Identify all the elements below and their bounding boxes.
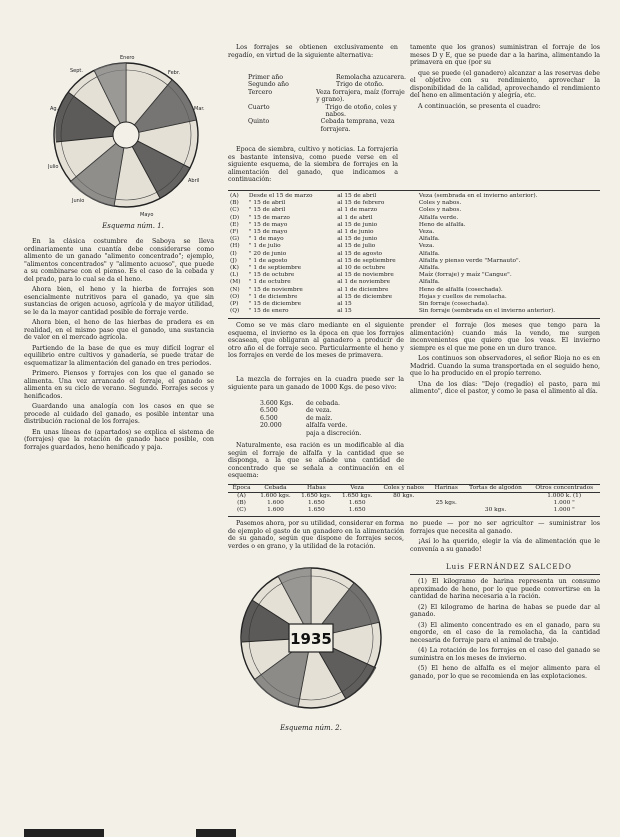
calendar-row	[228, 229, 600, 236]
notes-rule	[410, 574, 600, 575]
ration-row	[260, 407, 400, 414]
left-column	[24, 238, 214, 798]
table-header-cell: Cebada	[264, 485, 287, 491]
calendar-cell-to: al 15	[337, 301, 352, 308]
calendar-cell-crop: Alfalfa.	[418, 265, 440, 272]
calendar-cell-from: " 15 de enero	[248, 308, 289, 315]
calendar-row	[228, 265, 600, 272]
author-signature: Luis FERNÁNDEZ SALCEDO	[446, 563, 572, 571]
ration-qty: 3.600 Kgs.	[260, 400, 294, 407]
right-mid-column	[410, 322, 600, 480]
table-cell: 80 kgs.	[393, 493, 415, 499]
rotation-row	[248, 81, 408, 88]
calendar-cell-crop: Maíz (forraje) y maíz "Cangue".	[418, 272, 512, 279]
mid-para-2-text: Época de siembra, cultivo y noticias. La forrajería es bastante intensiva, como puede verse en el siguiente esquema, de la siembra de forrajes en la alimentación del ganado, que indicamos a continuación:	[228, 146, 398, 183]
table-header-cell: Coles y nabos	[383, 485, 424, 491]
calendar-cell-k: (Q)	[230, 308, 240, 315]
right-mid-para-1: prender el forraje (los meses que tengo para la alimentación) cuando más la vendo, me surgen inconvenientes que quiero que los veas. El invierno siempre es el que me pone en un duro trance.	[410, 322, 600, 352]
figure-2-year: 1935	[290, 630, 332, 648]
table-cell: 1.650 kgs.	[341, 493, 373, 499]
calendar-cell-k: (C)	[230, 207, 239, 214]
calendar-cell-k: (I)	[230, 250, 237, 257]
svg-text:Ag.: Ag.	[50, 106, 59, 112]
rotation-crop: Veza forrajera, maíz (forraje y grano).	[316, 88, 405, 104]
table-cell: 1.000 k. (1)	[547, 493, 582, 499]
right-top-column	[410, 44, 600, 168]
calendar-cell-crop: Heno de alfalfa (cosechada).	[418, 286, 503, 293]
calendar-cell-crop: Coles y nabos.	[418, 200, 462, 207]
calendar-row	[228, 294, 600, 301]
calendar-cell-to: al 15 de diciembre	[337, 293, 393, 300]
rotation-label: Tercero	[248, 88, 273, 96]
calendar-cell-k: (O)	[230, 293, 240, 300]
ration-row	[260, 415, 400, 422]
left-paragraph-2: Ahora bien, el heno y la hierba de forrajes son esencialmente nutritivos para el ganado, ya que sin sustancias de origen acuoso, agrícola y de mayor utilidad, se le da la mayor cantidad posible de forraje verde.	[24, 286, 214, 316]
concentrates-table	[228, 484, 600, 514]
svg-text:Abril: Abril	[188, 178, 200, 184]
table-header-cell: Harinas	[434, 485, 458, 491]
table-cell	[430, 493, 463, 501]
mid-para-4	[228, 376, 404, 398]
table-cell: 1.600	[267, 507, 284, 513]
calendar-cell-to: al 15 de agosto	[337, 250, 383, 257]
calendar-cell-to: al 15 de septiembre	[337, 257, 396, 264]
forage-calendar-table	[228, 193, 600, 315]
table-row	[228, 507, 600, 514]
calendar-cell-from: " 15 de abril	[248, 200, 286, 207]
table-header-cell: Habas	[307, 485, 326, 491]
footnotes	[410, 578, 600, 788]
table-header-cell: Veza	[350, 485, 365, 491]
ration-item: de veza.	[306, 407, 332, 415]
ration-item: de maíz.	[306, 414, 333, 422]
calendar-cell-k: (M)	[230, 279, 241, 286]
rotation-label: Segundo año	[248, 81, 289, 89]
calendar-cell-k: (E)	[230, 221, 239, 228]
right-top-para-3: A continuación, se presenta el cuadro:	[418, 102, 541, 110]
right-mid-para-2: Los continuos son observadores, el señor Rioja no es en Madrid. Cuando la suma transportada en el seguido heno, que lo ha producido en el propio terreno.	[410, 355, 600, 377]
table-cell	[463, 500, 529, 507]
footnote: (1) El kilogramo de harina representa un consumo aproximado de heno, por lo que puede convertirse en la cantidad de harina necesaria a la ración.	[410, 578, 600, 600]
table-cell	[378, 507, 430, 514]
ration-qty: 20.000	[260, 422, 282, 430]
calendar-cell-from: " 15 de abril	[248, 207, 286, 214]
calendar-row	[228, 279, 600, 286]
calendar-row	[228, 308, 600, 315]
calendar-cell-from: " 1 de julio	[248, 243, 281, 250]
table-cell	[378, 500, 430, 507]
calendar-cell-from: " 15 de marzo	[248, 214, 290, 221]
table-cell: 1.650 kgs.	[301, 493, 332, 499]
svg-text:Mayo: Mayo	[140, 212, 154, 218]
calendar-cell-to: al 10 de octubre	[337, 265, 386, 272]
table-header-cell: Otros concentrados	[535, 485, 594, 491]
table-cell: 1.600	[267, 500, 284, 506]
calendar-cell-k: (G)	[230, 236, 240, 243]
svg-text:Julio: Julio	[48, 164, 59, 170]
calendar-cell-crop: Alfalfa.	[418, 236, 440, 243]
calendar-cell-crop: Sin forraje (cosechada).	[418, 301, 490, 308]
ration-qty: 6.500	[260, 414, 278, 422]
calendar-row	[228, 222, 600, 229]
calendar-bottom-rule	[228, 318, 600, 319]
table-cell: 1.600 kgs.	[260, 493, 291, 499]
rotation-row	[248, 89, 408, 104]
calendar-cell-to: al 1 de junio	[337, 229, 374, 236]
footnote: (3) El alimento concentrado es en el ganado, para su engorde, en el caso de la remolacha, da la cantidad necesaria de forraje para el animal de trabajo.	[410, 621, 600, 644]
calendar-row	[228, 207, 600, 214]
calendar-row	[228, 251, 600, 258]
figure-2-caption: Esquema núm. 2.	[280, 724, 342, 732]
footnote: (2) El kilogramo de harina de habas se puede dar al ganado.	[410, 603, 600, 618]
calendar-cell-from: " 15 de noviembre	[248, 286, 303, 293]
calendar-row	[228, 236, 600, 243]
ration-qty	[260, 430, 306, 437]
ration-row	[260, 422, 400, 429]
table-row	[228, 500, 600, 507]
svg-text:Junio: Junio	[72, 198, 85, 204]
calendar-cell-k: (J)	[230, 257, 237, 264]
calendar-cell-from: " 1 de agosto	[248, 257, 288, 264]
calendar-cell-crop: Veza.	[418, 243, 435, 250]
calendar-cell-k: (L)	[230, 272, 239, 279]
table-cell	[463, 493, 529, 501]
calendar-cell-k: (B)	[230, 200, 239, 207]
mid-para-4-text: La mezcla de forrajes en la cuadra puede ser la siguiente para un ganado de 1000 Kgs. de peso vivo:	[228, 376, 404, 391]
calendar-row	[228, 287, 600, 294]
mid-para-3-text: Como se ve más claro mediante en el siguiente esquema, el invierno es la época en que los forrajes escasean, que obligaran al ganadero a producir de otro año el de forraje seco. Particularmente el heno y los forrajes en verde de los meses de primavera.	[228, 322, 404, 359]
calendar-cell-to: al 15 de junio	[337, 236, 378, 243]
svg-text:Sept.: Sept.	[70, 68, 83, 74]
svg-text:Febr.: Febr.	[168, 70, 181, 76]
calendar-cell-from: " 1 de diciembre	[248, 293, 298, 300]
right-top-para-1: tamente que los granos) suministran el forraje de los meses D y E, que se puede dar a la harina, alimentando la primavera en que (por su	[410, 44, 600, 66]
calendar-cell-from: " 1 de mayo	[248, 236, 284, 243]
rotation-crop: Remolacha azucarera.	[336, 74, 407, 81]
bottom-right-para-1: no puede — por no ser agricultor — suministrar los forrajes que necesita al ganado.	[410, 520, 600, 535]
calendar-cell-k: (D)	[230, 214, 240, 221]
rotation-crop: Trigo de otoño, coles y nabos.	[325, 103, 397, 119]
table-cell: 1.650	[348, 500, 366, 506]
calendar-cell-from: " 15 de diciembre	[248, 301, 302, 308]
ration-qty: 6.500	[260, 407, 278, 415]
calendar-cell-from: " 1 de octubre	[248, 279, 291, 286]
calendar-cell-to: al 15	[337, 308, 352, 315]
rotation-row	[248, 104, 408, 119]
table-row-key: (C)	[237, 507, 246, 513]
calendar-cell-to: al 1 de marzo	[337, 207, 378, 214]
calendar-row	[228, 200, 600, 207]
svg-text:Enero: Enero	[120, 55, 135, 61]
rotation-crop: Trigo de otoño.	[336, 81, 384, 89]
calendar-cell-k: (H)	[230, 243, 240, 250]
concentrates-table-header	[228, 485, 600, 493]
table-row-key: (A)	[237, 493, 246, 499]
rotation-list	[248, 74, 408, 133]
table-cell: 25 kgs.	[435, 500, 457, 506]
calendar-cell-crop: Sin forraje (sembrada en el invierno anterior).	[418, 308, 556, 315]
left-paragraph-5: Primero. Piensos y forrajes con los que el ganado se alimenta. Una vez arrancado el forraje, el ganado se alimenta en su ciclo de verano. Segundo. Forrajes secos y henificados.	[24, 370, 214, 400]
calendar-cell-to: al 1 de abril	[337, 214, 373, 221]
footnote: (4) La rotación de los forrajes en el caso del ganado se suministra en los meses de invierno.	[410, 647, 600, 662]
left-paragraph-7: En unas líneas de (apartados) se explica el sistema de (forrajes) que la rotación de ganado hace posible, con forrajes guardados, heno henificado y paja.	[24, 428, 214, 451]
calendar-cell-crop: Hojas y cuellos de remolacha.	[418, 293, 507, 300]
calendar-cell-to: al 15 de abril	[337, 193, 377, 199]
calendar-cell-crop: Alfalfa y pienso verde "Marnauto".	[418, 257, 521, 264]
calendar-cell-k: (N)	[230, 286, 240, 293]
calendar-cell-to: al 15 de febrero	[337, 200, 385, 207]
table-cell: 1.650	[348, 507, 366, 513]
calendar-cell-to: al 1 de noviembre	[337, 279, 391, 286]
figure-1-caption: Esquema núm. 1.	[102, 222, 164, 230]
ration-item: de cebada.	[306, 400, 340, 407]
footnote: (5) El heno de alfalfa es el mejor alimento para el ganado, por lo que se recomienda en las explotaciones.	[410, 665, 600, 680]
scan-edge-strip	[24, 829, 104, 837]
rotation-row	[248, 118, 408, 133]
rotation-crop: Cebada temprana, veza forrajera.	[320, 118, 395, 133]
calendar-row	[228, 193, 600, 200]
bottom-mid-para	[228, 520, 404, 560]
mid-para-5-text: Naturalmente, esa ración es un modificable al día según el forraje de alfalfa y la cantidad que se disponga, a la que se añade una cantidad de concentrado que se señala a continuación en el esquema:	[228, 442, 404, 479]
calendar-cell-crop: Veza.	[418, 229, 435, 236]
calendar-cell-k: (P)	[230, 301, 239, 308]
calendar-row	[228, 272, 600, 279]
rotation-label: Primer año	[248, 74, 283, 81]
ration-list	[260, 400, 400, 437]
calendar-cell-from: " 15 de octubre	[248, 272, 295, 279]
calendar-cell-crop: Coles y nabos.	[418, 207, 462, 214]
calendar-cell-from: " 15 de mayo	[248, 229, 288, 236]
table-cell: 1.000 "	[553, 507, 575, 513]
ration-item: alfalfa verde.	[306, 422, 348, 430]
table-cell: 30 kgs.	[484, 507, 507, 513]
left-paragraph-6: Guardando una analogía con los casos en que se procede al cuidado del ganado, es posible intentar una distribución racional de los forrajes.	[24, 403, 214, 425]
mid-para-3	[228, 322, 404, 374]
calendar-cell-crop: Alfalfa.	[418, 250, 440, 257]
table-cell: 1.000 "	[553, 500, 575, 506]
calendar-row	[228, 258, 600, 265]
table-cell: 1.650	[308, 500, 325, 506]
table-bottom-rule	[228, 516, 600, 517]
calendar-cell-to: al 15 de junio	[337, 221, 378, 228]
calendar-cell-k: (K)	[230, 265, 239, 272]
ration-row	[260, 430, 400, 437]
calendar-cell-from: " 20 de junio	[248, 250, 287, 257]
calendar-cell-from: " 15 de mayo	[248, 221, 288, 228]
mid-intro	[228, 44, 398, 62]
calendar-cell-crop: Veza (sembrada en el invierno anterior).	[418, 193, 538, 199]
mid-para-2	[228, 146, 398, 186]
mid-intro-text: Los forrajes se obtienen exclusivamente en regadío, en virtud de la siguiente alternativa:	[228, 44, 398, 59]
calendar-cell-from: Desde el 15 de marzo	[248, 193, 313, 199]
rotation-label: Cuarto	[248, 103, 270, 111]
table-cell	[430, 507, 463, 514]
calendar-top-rule	[228, 190, 600, 191]
table-row-key: (B)	[237, 500, 246, 506]
calendar-row	[228, 243, 600, 250]
bottom-right-column	[410, 520, 600, 560]
table-row	[228, 493, 600, 501]
bottom-mid-para-text: Pasemos ahora, por su utilidad, considerar en forma de ejemplo el gasto de un ganadero en la alimentación de su ganado, según que dispone de forrajes secos, verdes o en grano, y la utilidad de la rotación.	[228, 520, 404, 550]
calendar-cell-crop: Heno de alfalfa.	[418, 221, 466, 228]
calendar-cell-crop: Alfalfa.	[418, 279, 440, 286]
rotation-row	[248, 74, 408, 81]
calendar-cell-k: (A)	[230, 193, 239, 199]
table-header-cell: Época	[232, 485, 251, 491]
bottom-right-para-2: ¡Así lo ha querido, elegir la vía de alimentación que le convenía a su ganado!	[410, 538, 600, 553]
left-paragraph-4: Partiendo de la base de que es muy difícil lograr el equilibrio entre cultivos y ganadería, se puede tratar de esquematizar la alimentación del ganado en tres periodos.	[24, 344, 214, 367]
calendar-row	[228, 215, 600, 222]
rotation-label: Quinto	[248, 118, 270, 126]
table-cell: 1.650	[308, 507, 325, 513]
svg-text:Mar.: Mar.	[194, 106, 205, 112]
calendar-cell-to: al 1 de diciembre	[337, 286, 389, 293]
left-paragraph-3: Ahora bien, el heno de las hierbas de pradera es en realidad, en el mismo paso que el ganado, una sustancia de valor en el mercado agrícola.	[24, 319, 214, 341]
right-mid-para-3: Una de los días: "Dejo (regadío) el pasto, para mi alimento", dice el pastor, y como le pasa el alimento al día.	[410, 380, 600, 395]
ration-row	[260, 400, 400, 407]
table-header-cell: Tortas de algodón	[469, 485, 522, 491]
calendar-cell-from: " 1 de septiembre	[248, 265, 302, 272]
calendar-cell-crop: Alfalfa verde.	[418, 214, 459, 221]
calendar-cell-k: (F)	[230, 229, 239, 236]
mid-para-5	[228, 442, 404, 480]
scan-edge-strip	[196, 829, 236, 837]
calendar-cell-to: al 15 de noviembre	[337, 272, 394, 279]
ration-item: paja a discreción.	[306, 429, 362, 437]
right-top-para-2: que se puede (el ganadero) alcanzar a las reservas debe el objetivo con su rendimiento, aprovechar la disponibilidad de la calidad, aprovechando el rendimiento del heno en alimentación y alegría, etc.	[410, 69, 600, 99]
schema-wheel-2	[236, 562, 386, 722]
schema-wheel-1	[48, 50, 208, 220]
calendar-cell-to: al 15 de julio	[337, 243, 376, 250]
left-paragraph-1: En la clásica costumbre de Saboya se lleva ordinariamente una cuantía debe considerarse como alimento de un ganado "alimento concentrado"; ejemplo, "alimentos concentrados" y "alimento acuoso", que puede a su combinarse con el pienso. Es el caso de la cebada y del prado, para lo cual se da el heno.	[24, 238, 214, 283]
